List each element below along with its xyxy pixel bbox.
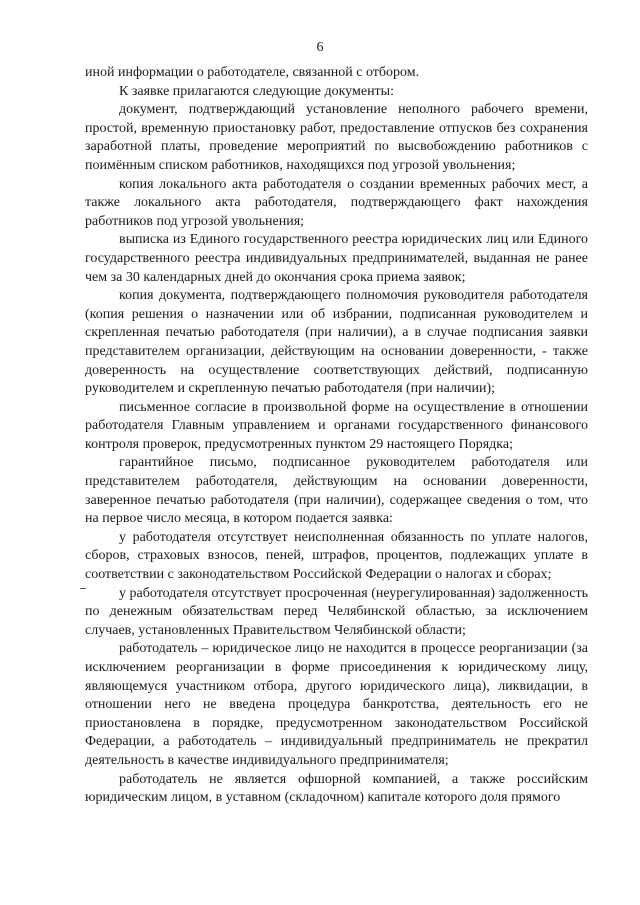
page-number: 6 — [316, 40, 324, 55]
paragraph: работодатель не является офшорной компанией, а также российским юридическим лицом, в уставном (складочном) капитале которого доля прямого — [85, 771, 588, 806]
paragraph: иной информации о работодателе, связанной с отбором. — [85, 65, 420, 80]
paragraph: письменное согласие в произвольной форме на осуществление в отношении работодателя Главным управлением и органами государственного финансового контроля проверок, предусмотренных пунктом 29 настоящего Порядка; — [85, 399, 588, 452]
paragraph: копия документа, подтверждающего полномочия руководителя работодателя (копия решения о назначении или об избрании, подписанная руководителем и скрепленная печатью работодателя (при наличии), а в случае подписания заявки представителем организации, действующим на основании доверенности, - также доверенность на осуществление соответствующих действий, подписанную руководителем и скрепленную печатью работодателя (при наличии); — [85, 288, 588, 397]
paragraph: копия локального акта работодателя о создании временных рабочих мест, а также локального акта работодателя, подтверждающего факт нахождения работников под угрозой увольнения; — [85, 176, 588, 229]
paragraph: выписка из Единого государственного реестра юридических лиц или Единого государственного реестра индивидуальных предпринимателей, выданная не ранее чем за 30 календарных дней до окончания срока приема заявок; — [85, 232, 588, 285]
paragraph: гарантийное письмо, подписанное руководителем работодателя или представителем работодателя, действующим на основании доверенности, заверенное печатью работодателя (при наличии), содержащее сведения о том, что на первое число месяца, в котором подается заявка: — [85, 455, 588, 527]
body-text — [85, 64, 588, 808]
margin-mark — [80, 588, 86, 589]
paragraph: документ, подтверждающий установление неполного рабочего времени, простой, временную приостановку работ, предоставление отпусков без сохранения заработной платы, проведение мероприятий по высвобождению работников с поимённым списком работников, находящихся под угрозой увольнения; — [85, 102, 588, 173]
paragraph: у работодателя отсутствует просроченная (неурегулированная) задолженность по денежным обязательствам перед Челябинской областью, за исключением случаев, установленных Правительством Челябинской области; — [85, 585, 588, 638]
paragraph: К заявке прилагаются следующие документы: — [119, 83, 394, 99]
paragraph: работодатель – юридическое лицо не находится в процессе реорганизации (за исключением реорганизации в форме присоединения к юридическому лицу, являющемуся участником отбора, другого юридического лица), ликвидации, в отношении него не введена процедура банкротства, деятельность его не приостановлена в порядке, предусмотренном законодательством Российской Федерации, а работодатель – индивидуальный предприниматель не прекратил деятельность в качестве индивидуального предпринимателя; — [85, 641, 588, 768]
paragraph: у работодателя отсутствует неисполненная обязанность по уплате налогов, сборов, страховых взносов, пеней, штрафов, процентов, подлежащих уплате в соответствии с законодательством Российской Федерации о налогах и сборах; — [85, 529, 588, 583]
